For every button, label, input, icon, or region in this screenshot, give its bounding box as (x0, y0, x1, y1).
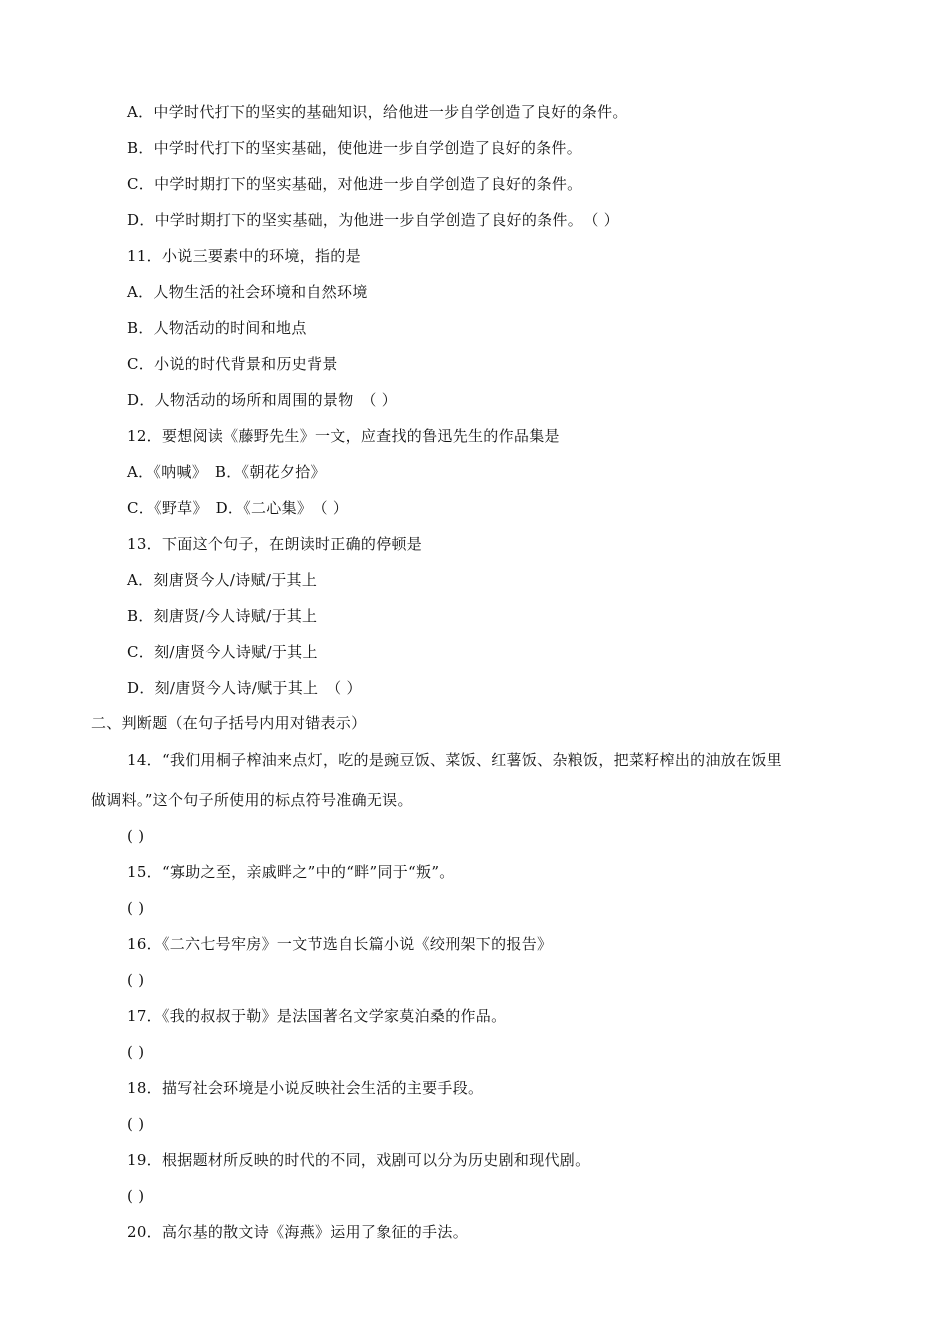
q16-answer-blank: ( ) (127, 971, 145, 989)
q11-option-b: B．人物活动的时间和地点 (127, 319, 307, 337)
q15-answer-blank: ( ) (127, 899, 145, 917)
q11-option-d: D．人物活动的场所和周围的景物 （ ） (127, 391, 397, 409)
q16-text: 16．《二六七号牢房》一文节选自长篇小说《绞刑架下的报告》 (127, 935, 553, 953)
q11-stem: 11．小说三要素中的环境，指的是 (127, 247, 361, 265)
q18-answer-blank: ( ) (127, 1115, 145, 1133)
q19-text: 19．根据题材所反映的时代的不同，戏剧可以分为历史剧和现代剧。 (127, 1151, 591, 1169)
q10-option-c: C．中学时期打下的坚实基础，对他进一步自学创造了良好的条件。 (127, 175, 583, 193)
q12-options-cd: C．《野草》 D．《二心集》 （ ） (127, 499, 349, 517)
q15-text: 15．“寡助之至，亲戚畔之”中的“畔”同于“叛”。 (127, 863, 455, 881)
q12-options-ab: A．《呐喊》 B．《朝花夕拾》 (127, 463, 326, 481)
q14-text-line1: 14．“我们用桐子榨油来点灯，吃的是豌豆饭、菜饭、红薯饭、杂粮饭，把菜籽榨出的油放在饭里 (127, 751, 782, 769)
q11-option-a: A．人物生活的社会环境和自然环境 (127, 283, 368, 301)
q17-text: 17．《我的叔叔于勒》是法国著名文学家莫泊桑的作品。 (127, 1007, 507, 1025)
section2-heading: 二、判断题（在句子括号内用对错表示） (91, 714, 367, 732)
q17-answer-blank: ( ) (127, 1043, 145, 1061)
q13-option-c: C．刻/唐贤今人诗赋/于其上 (127, 643, 318, 661)
q14-answer-blank: ( ) (127, 827, 145, 845)
q10-option-a: A．中学时代打下的坚实的基础知识，给他进一步自学创造了良好的条件。 (127, 103, 628, 121)
q19-answer-blank: ( ) (127, 1187, 145, 1205)
q20-text: 20．高尔基的散文诗《海燕》运用了象征的手法。 (127, 1223, 468, 1241)
q13-option-b: B．刻唐贤/今人诗赋/于其上 (127, 607, 318, 625)
q13-stem: 13．下面这个句子，在朗读时正确的停顿是 (127, 535, 423, 553)
q10-option-d: D．中学时期打下的坚实基础，为他进一步自学创造了良好的条件。 （ ） (127, 211, 619, 229)
q11-option-c: C．小说的时代背景和历史背景 (127, 355, 338, 373)
q12-stem: 12．要想阅读《藤野先生》一文，应查找的鲁迅先生的作品集是 (127, 427, 560, 445)
q18-text: 18．描写社会环境是小说反映社会生活的主要手段。 (127, 1079, 484, 1097)
q10-option-b: B．中学时代打下的坚实基础，使他进一步自学创造了良好的条件。 (127, 139, 583, 157)
q13-option-d: D．刻/唐贤今人诗/赋于其上 （ ） (127, 679, 362, 697)
q14-text-line2: 做调料。”这个句子所使用的标点符号准确无误。 (91, 791, 413, 809)
q13-option-a: A．刻唐贤今人/诗赋/于其上 (127, 571, 318, 589)
